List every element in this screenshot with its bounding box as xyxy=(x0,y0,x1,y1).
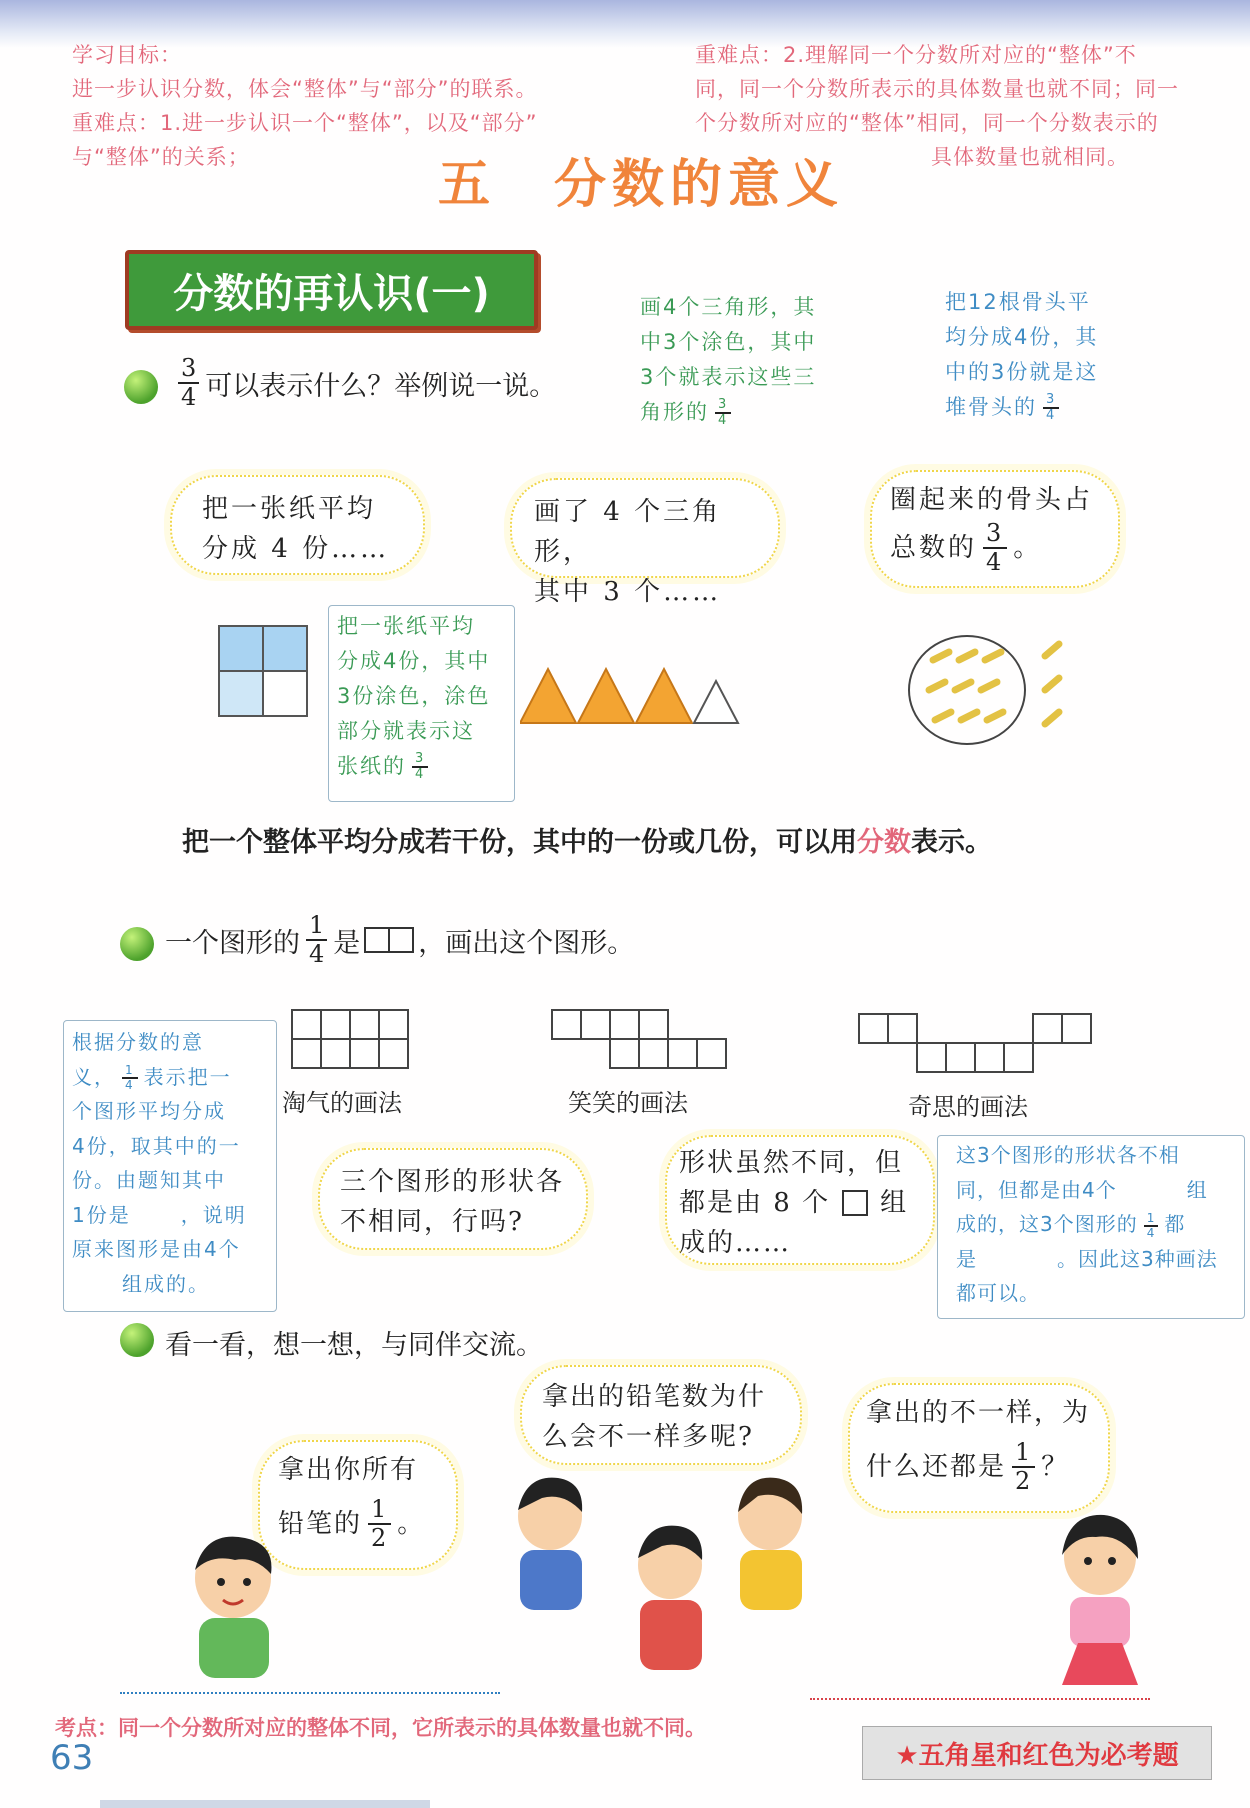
note-paper: 把一张纸平均 分成4份，其中 3份涂色，涂色 部分就表示这 张纸的 $\frac{3}{4}$ xyxy=(328,605,515,802)
fraction-three-quarters: $\frac{3}{4}$ xyxy=(178,355,199,411)
lesson-title: 分数的再认识(一) xyxy=(125,250,538,330)
bones-figure xyxy=(905,630,1095,750)
three-kids-illustration xyxy=(500,1460,830,1675)
note-triangles: 画4个三角形，其 中3个涂色，其中 3个就表示这些三 角形的 $\frac{3}{4}$ xyxy=(640,295,817,428)
key-point-2d: 具体数量也就相同。 xyxy=(931,145,1129,169)
question-2: 一个图形的 $\frac{1}{4}$ 是 ，画出这个图形。 xyxy=(165,911,635,968)
speech-bubble-shapes: 三个图形的形状各 不相同，行吗? xyxy=(318,1148,588,1250)
taoqi-drawing xyxy=(290,1008,410,1070)
key-point-2a: 重难点：2.理解同一个分数所对应的“整体”不 xyxy=(695,43,1137,67)
speech-bubble-still-half: 拿出的不一样，为 什么还都是 $\frac{1}{2}$ ？ xyxy=(848,1383,1110,1513)
bottom-strip xyxy=(100,1800,430,1808)
key-point-2b: 同，同一个分数所表示的具体数量也就不同；同一 xyxy=(695,77,1179,101)
note-right: 这3个图形的形状各不相 同，但都是由4个 组 成的，这3个图形的 $\frac{1}{4}$ 都 是 。因此这3种画法 都可以。 xyxy=(937,1135,1245,1319)
dotted-divider xyxy=(810,1698,1150,1700)
speech-bubble-why: 拿出的铅笔数为什 么会不一样多呢? xyxy=(520,1365,802,1465)
speech-bubble-paper: 把一张纸平均 分成 4 份…… xyxy=(170,475,425,575)
bullet-dot xyxy=(124,370,158,404)
required-badge: ★五角星和红色为必考题 xyxy=(862,1726,1212,1780)
unit-title: 五 分数的意义 xyxy=(438,155,845,215)
speech-bubble-bones: 圈起来的骨头占 总数的 $\frac{3}{4}$ 。 xyxy=(870,470,1120,588)
boy-left-illustration xyxy=(175,1530,295,1695)
qisi-drawing xyxy=(857,1012,1092,1074)
page-number: 63 xyxy=(50,1738,94,1778)
blank-triangle xyxy=(694,681,738,723)
triangles-figure xyxy=(520,665,740,727)
goal-label: 学习目标： xyxy=(72,43,182,67)
shaded-triangle-2 xyxy=(578,669,634,723)
goal-text: 进一步认识分数，体会“整体”与“部分”的联系。 xyxy=(72,77,538,101)
xiaoxiao-drawing xyxy=(550,1008,730,1070)
caption-xiaoxiao: 笑笑的画法 xyxy=(568,1089,688,1117)
shaded-triangle-3 xyxy=(636,669,692,723)
dotted-divider xyxy=(120,1692,500,1694)
speech-bubble-take-half: 拿出你所有 铅笔的 $\frac{1}{2}$ 。 xyxy=(258,1440,458,1570)
girl-right-illustration xyxy=(1040,1505,1160,1695)
paper-grid xyxy=(218,625,308,717)
bullet-dot xyxy=(120,1323,154,1357)
speech-bubble-triangles: 画了 4 个三角形， 其中 3 个…… xyxy=(510,478,780,578)
note-left: 根据分数的意 义， $\frac{1}{4}$ 表示把一 个图形平均分成 4份，取其中的一 份。由题知其中 1份是 ，说明 原来图形是由4个 组成的。 xyxy=(63,1020,277,1312)
definition: 把一个整体平均分成若干份，其中的一份或几份，可以用分数表示。 xyxy=(182,827,992,858)
key-point-1a: 重难点：1.进一步认识一个“整体”，以及“部分” xyxy=(72,111,538,135)
speech-bubble-same: 形状虽然不同，但 都是由 8 个 组 成的…… xyxy=(665,1135,935,1265)
key-point-1b: 与“整体”的关系； xyxy=(72,145,250,169)
bones xyxy=(929,644,1059,724)
bullet-dot xyxy=(120,927,154,961)
question-1-text: 可以表示什么？举例说一说。 xyxy=(205,370,557,402)
note-bones: 把12根骨头平 均分成4份，其 中的3份就是这 堆骨头的 $\frac{3}{4}$ xyxy=(945,290,1099,423)
caption-qisi: 奇思的画法 xyxy=(908,1093,1028,1121)
shaded-triangle-1 xyxy=(520,669,576,723)
question-3: 看一看，想一想，与同伴交流。 xyxy=(165,1330,543,1361)
exam-point: 考点：同一个分数所对应的整体不同，它所表示的具体数量也就不同。 xyxy=(55,1716,706,1740)
caption-taoqi: 淘气的画法 xyxy=(282,1089,402,1117)
question-1 xyxy=(172,355,556,411)
key-point-2c: 个分数所对应的“整体”相同，同一个分数表示的 xyxy=(695,111,1159,135)
